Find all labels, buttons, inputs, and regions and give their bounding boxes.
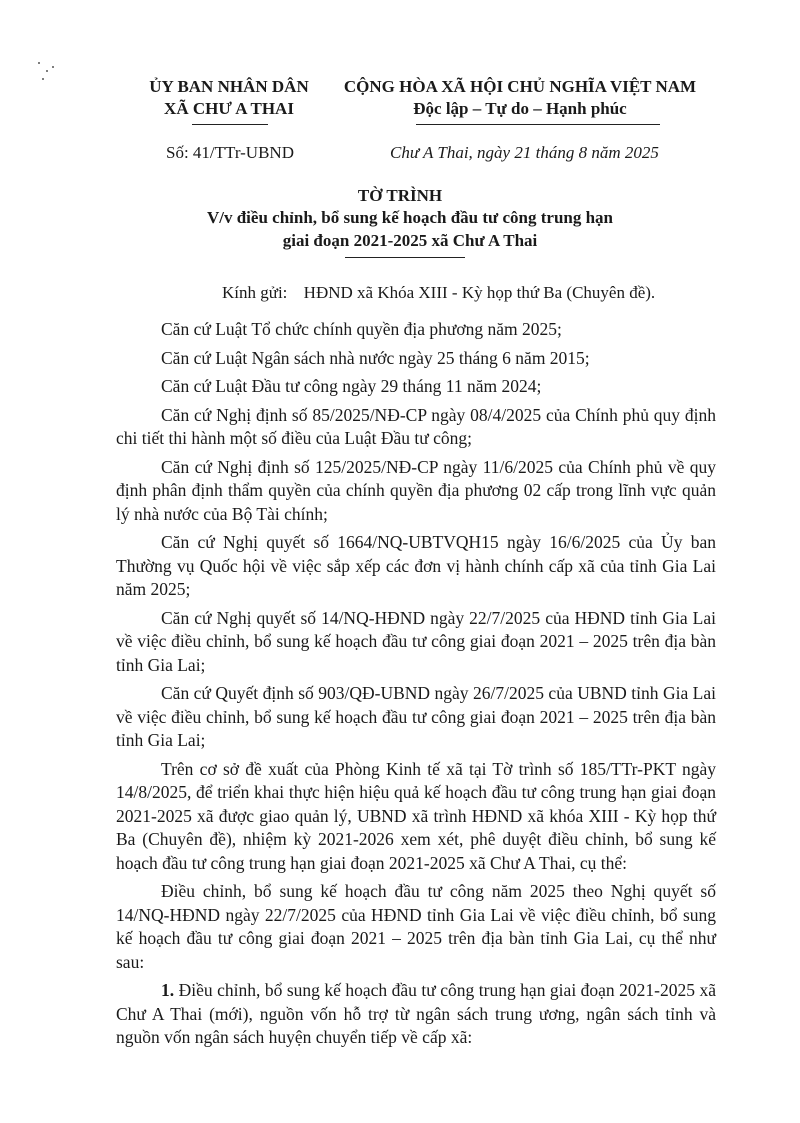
paragraph: Căn cứ Luật Đầu tư công ngày 29 tháng 11 năm 2024; (161, 376, 542, 396)
paragraph: Căn cứ Luật Ngân sách nhà nước ngày 25 tháng 6 năm 2015; (161, 347, 590, 368)
document-number: Số: 41/TTr-UBND (166, 143, 294, 162)
nation-line-2: Độc lập – Tự do – Hạnh phúc (413, 99, 627, 118)
subject-line-2: giai đoạn 2021-2025 xã Chư A Thai (282, 231, 538, 250)
nation-line-1: CỘNG HÒA XÃ HỘI CHỦ NGHĨA VIỆT NAM (343, 77, 697, 96)
document-subject (150, 206, 670, 252)
recipient (222, 282, 655, 304)
agency-line-1: ỦY BAN NHÂN DÂN (149, 77, 309, 96)
paragraph: Căn cứ Nghị định số 125/2025/NĐ-CP ngày 11/6/2025 của Chính phủ về quy định phân định thẩm quyền của chính quyền địa phương 02 cấp trong lĩnh vực quản lý nhà nước của Bộ Tài chính; (116, 456, 716, 524)
paragraph: Căn cứ Luật Tổ chức chính quyền địa phương năm 2025; (161, 319, 562, 339)
paragraph: Trên cơ sở đề xuất của Phòng Kinh tế xã tại Tờ trình số 185/TTr-PKT ngày 14/8/2025, để triển khai thực hiện hiệu quả kế hoạch đầu tư công trung hạn giai đoạn 2021-2025 xã được giao quản lý, UBND xã trình HĐND xã khóa XIII - Kỳ họp thứ Ba (Chuyên đề), nhiệm kỳ 2021-2026 xem xét, phê duyệt điều chỉnh, bổ sung kế hoạch đầu tư công trung hạn giai đoạn 2021-2025 xã Chư A Thai, cụ thể: (116, 758, 716, 873)
item-number: 1. (161, 980, 175, 1000)
motto-underline (416, 124, 660, 125)
document-body (116, 318, 716, 1055)
recipient-label: Kính gửi: (222, 283, 288, 302)
recipient-value: HĐND xã Khóa XIII - Kỳ họp thứ Ba (Chuyên đề). (303, 283, 656, 302)
subject-underline (345, 257, 465, 258)
subject-line-1: V/v điều chỉnh, bổ sung kế hoạch đầu tư công trung hạn (206, 208, 614, 227)
issuing-agency (118, 76, 340, 120)
scan-speck (42, 78, 44, 80)
paragraph: Căn cứ Nghị quyết số 1664/NQ-UBTVQH15 ngày 16/6/2025 của Ủy ban Thường vụ Quốc hội về việc sắp xếp các đơn vị hành chính cấp xã của tỉnh Gia Lai năm 2025; (116, 532, 716, 599)
agency-underline (192, 124, 268, 125)
scan-speck (46, 70, 48, 72)
scan-speck (38, 62, 40, 64)
paragraph-item-1 (116, 979, 716, 1050)
paragraph: Căn cứ Nghị quyết số 14/NQ-HĐND ngày 22/7/2025 của HĐND tỉnh Gia Lai về việc điều chỉnh, bổ sung kế hoạch đầu tư công giai đoạn 2021 – 2025 trên địa bàn tỉnh Gia Lai; (116, 607, 716, 675)
document-type: TỜ TRÌNH (357, 186, 443, 205)
paragraph: Căn cứ Nghị định số 85/2025/NĐ-CP ngày 08/4/2025 của Chính phủ quy định chi tiết thi hành một số điều của Luật Đầu tư công; (116, 404, 716, 448)
paragraph: Điều chỉnh, bổ sung kế hoạch đầu tư công năm 2025 theo Nghị quyết số 14/NQ-HĐND ngày 22/7/2025 của HĐND tỉnh Gia Lai về việc điều chỉnh, bổ sung kế hoạch đầu tư công giai đoạn 2021 – 2025 trên địa bàn tỉnh Gia Lai, cụ thể như sau: (116, 881, 716, 972)
document-date: Chư A Thai, ngày 21 tháng 8 năm 2025 (390, 143, 659, 162)
item-text: Điều chỉnh, bổ sung kế hoạch đầu tư công trung hạn giai đoạn 2021-2025 xã Chư A Thai (mới), nguồn vốn hỗ trợ từ ngân sách trung ương, ngân sách tỉnh và nguồn vốn ngân sách huyện chuyển tiếp về cấp xã: (116, 980, 716, 1047)
agency-line-2: XÃ CHƯ A THAI (164, 99, 294, 118)
national-motto (330, 76, 710, 120)
paragraph: Căn cứ Quyết định số 903/QĐ-UBND ngày 26/7/2025 của UBND tỉnh Gia Lai về việc điều chỉnh, bổ sung kế hoạch đầu tư công giai đoạn 2021 – 2025 trên địa bàn tỉnh Gia Lai; (116, 683, 716, 750)
scan-speck (52, 66, 54, 68)
